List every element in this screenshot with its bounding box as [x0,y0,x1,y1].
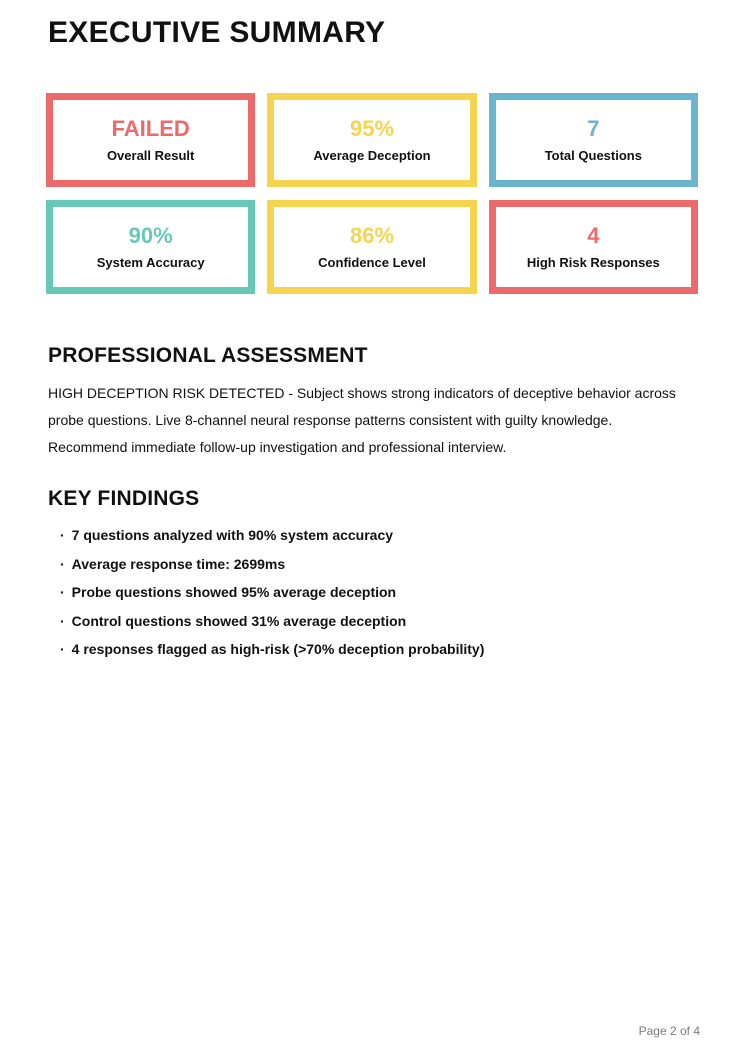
finding-text: 4 responses flagged as high-risk (>70% deception probability) [71,641,485,657]
finding-text: 7 questions analyzed with 90% system accuracy [71,527,394,543]
stat-label: System Accuracy [96,255,205,270]
page-number: Page 2 of 4 [638,1024,700,1038]
assessment-section [48,345,695,461]
stat-card-overall-result [46,93,255,187]
stat-card-total-questions [489,93,698,187]
stat-card-high-risk-responses [489,200,698,294]
stat-value: FAILED [111,116,190,141]
stat-value: 7 [587,116,600,141]
stat-label: High Risk Responses [526,255,660,270]
finding-item [48,635,695,664]
stat-value: 90% [128,223,173,248]
stat-card-system-accuracy [46,200,255,294]
bullet-glyph: · [60,555,65,572]
finding-item [48,550,695,579]
stat-label: Total Questions [544,148,642,163]
stat-value: 86% [349,223,395,248]
finding-text: Probe questions showed 95% average deception [71,584,397,600]
finding-item [48,578,695,607]
finding-item [48,607,695,636]
bullet-glyph: · [60,612,65,629]
stat-value: 4 [587,223,600,248]
findings-section [48,488,695,664]
page-title: EXECUTIVE SUMMARY [48,16,386,49]
finding-text: Average response time: 2699ms [71,555,286,572]
stat-card-average-deception [267,93,476,187]
stat-card-grid [46,93,698,294]
bullet-glyph: · [60,641,65,657]
findings-list [48,521,695,664]
finding-item [48,521,695,550]
stat-card-confidence-level [267,200,476,294]
assessment-body-text: HIGH DECEPTION RISK DETECTED - Subject shows strong indicators of deceptive behavior across probe questions. Live 8-channel neural response patterns consistent with guilty knowledge. Recommend immediate follow-up investigation and professional interview. [48,385,676,455]
stat-label: Average Deception [313,148,431,163]
stat-value: 95% [349,116,395,141]
stat-label: Confidence Level [318,255,426,270]
bullet-glyph: · [60,527,65,543]
bullet-glyph: · [60,584,65,600]
assessment-heading: PROFESSIONAL ASSESSMENT [48,344,368,367]
stat-label: Overall Result [106,148,195,163]
finding-text: Control questions showed 31% average deception [71,612,407,629]
findings-heading: KEY FINDINGS [48,487,200,510]
